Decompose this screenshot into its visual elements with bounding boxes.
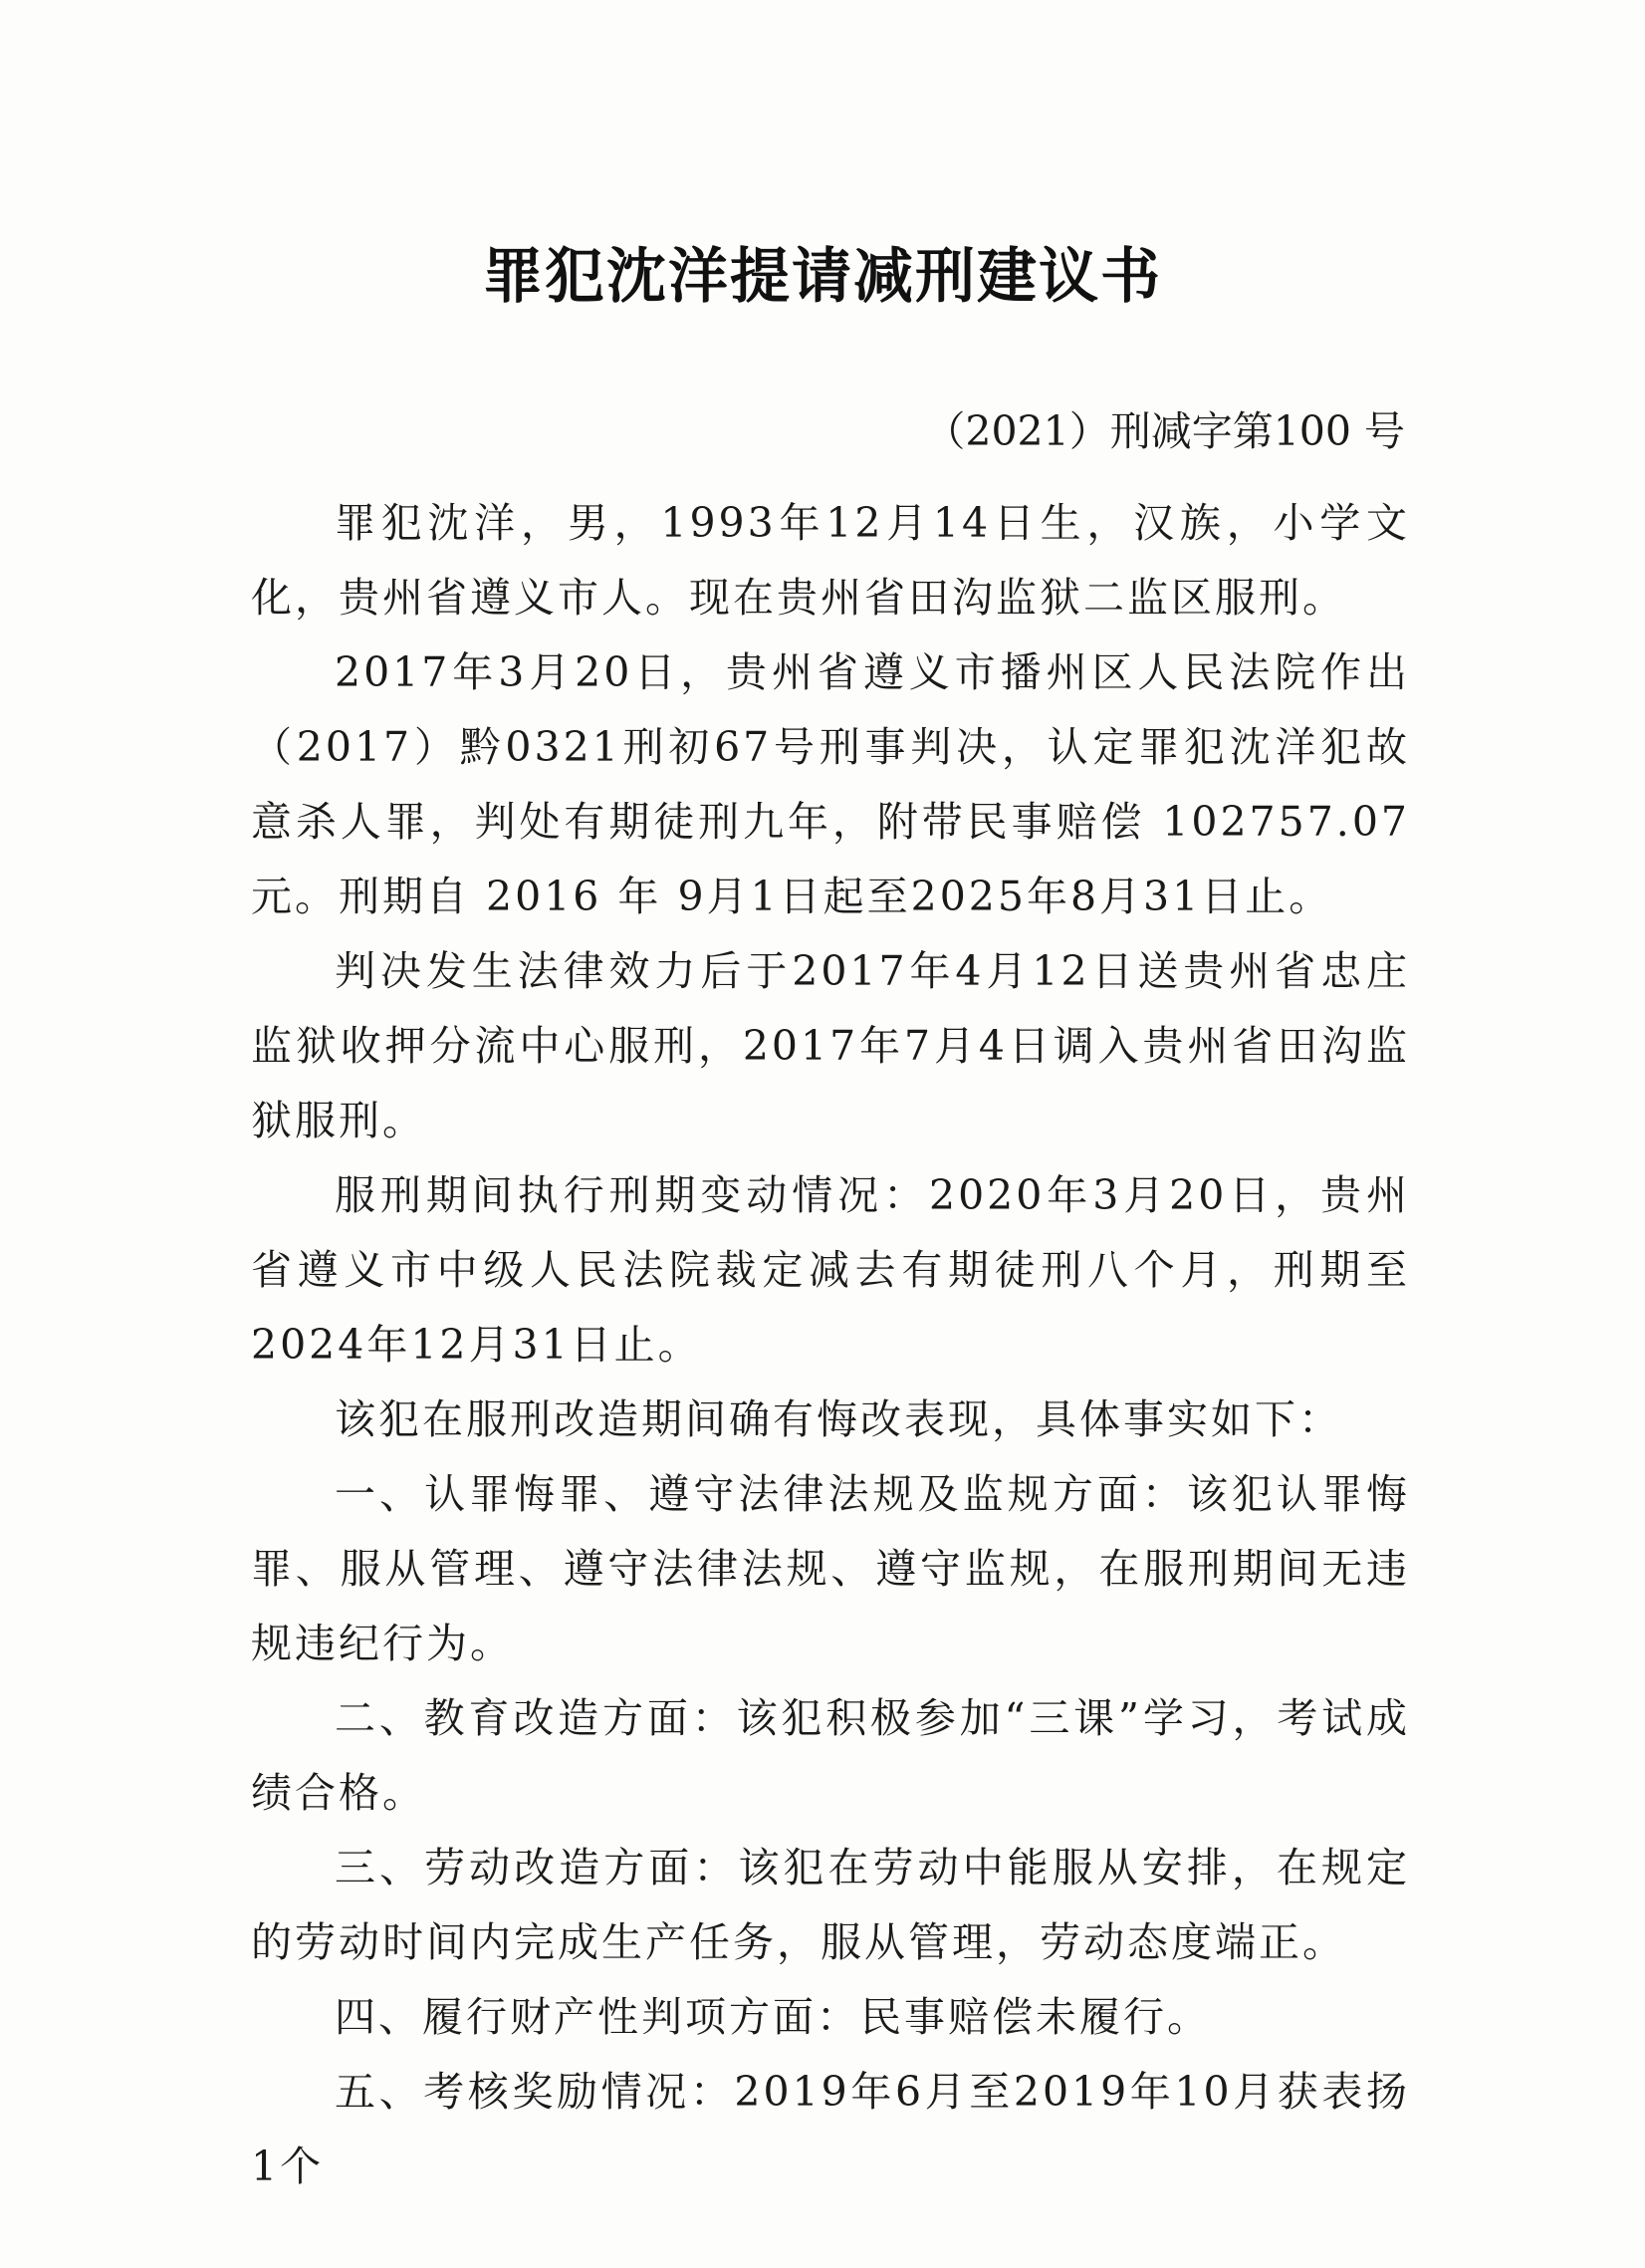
document-number: （2021）刑减字第100 号 <box>924 407 1405 455</box>
paragraph-item-1: 一、认罪悔罪、遵守法律法规及监规方面：该犯认罪悔罪、服从管理、遵守法律法规、遵守监规，在服刑期间无违规违纪行为。 <box>251 1470 1410 1667</box>
paragraph-criminal-info: 罪犯沈洋，男，1993年12月14日生，汉族，小学文化，贵州省遵义市人。现在贵州省田沟监狱二监区服刑。 <box>251 499 1410 622</box>
paragraph-item-5: 五、考核奖励情况：2019年6月至2019年10月获表扬1个 <box>251 2068 1410 2190</box>
paragraph-item-3: 三、劳动改造方面：该犯在劳动中能服从安排，在规定的劳动时间内完成生产任务，服从管理，劳动态度端正。 <box>251 1844 1410 1966</box>
paragraph-custody-transfer: 判决发生法律效力后于2017年4月12日送贵州省忠庄监狱收押分流中心服刑，2017年7月4日调入贵州省田沟监狱服刑。 <box>251 947 1410 1144</box>
paragraph-repentance-intro: 该犯在服刑改造期间确有悔改表现，具体事实如下： <box>335 1395 1342 1443</box>
paragraph-item-4: 四、履行财产性判项方面：民事赔偿未履行。 <box>335 1993 1211 2041</box>
document-body <box>251 486 1410 2204</box>
paragraph-item-2: 二、教育改造方面：该犯积极参加“三课”学习，考试成绩合格。 <box>251 1694 1410 1817</box>
document-title: 罪犯沈洋提请减刑建议书 <box>483 242 1162 312</box>
paragraph-judgment: 2017年3月20日，贵州省遵义市播州区人民法院作出（2017）黔0321刑初67号刑事判决，认定罪犯沈洋犯故意杀人罪，判处有期徒刑九年，附带民事赔偿 102757.07 元。刑期自 2016 年 9月1日起至2025年8月31日止。 <box>251 648 1410 920</box>
paragraph-sentence-change: 服刑期间执行刑期变动情况：2020年3月20日，贵州省遵义市中级人民法院裁定减去有期徒刑八个月，刑期至2024年12月31日止。 <box>251 1171 1410 1369</box>
